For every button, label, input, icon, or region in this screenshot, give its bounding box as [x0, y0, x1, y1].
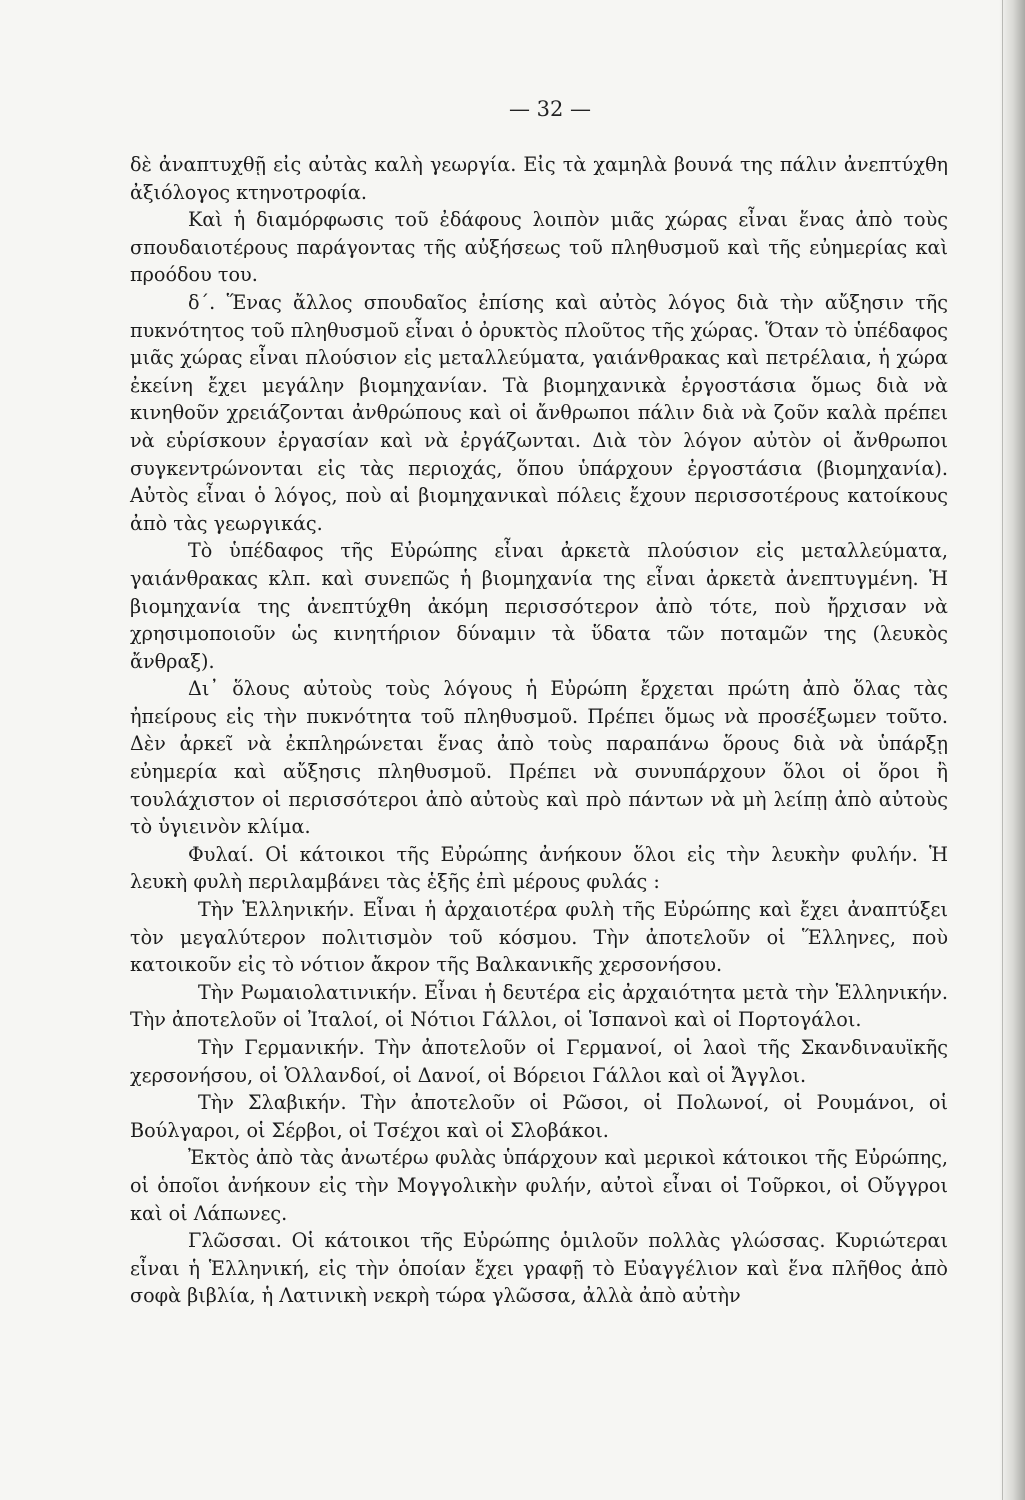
- page-fold-line: [1002, 0, 1003, 1500]
- paragraph-germanic-race: Τὴν Γερμανικήν. Τὴν ἀποτελοῦν οἱ Γερμανοί, οἱ λαοὶ τῆς Σκανδιναυϊκῆς χερσονήσου, οἱ Ὁλλανδοί, οἱ Δανοί, οἱ Βόρειοι Γάλλοι καὶ οἱ Ἄγγλοι.: [130, 1036, 948, 1087]
- body-text: [130, 151, 948, 1310]
- paragraph: δ΄. Ἕνας ἄλλος σπουδαῖος ἐπίσης καὶ αὐτὸς λόγος διὰ τὴν αὔξησιν τῆς πυκνότητος τοῦ πληθυσμοῦ εἶναι ὁ ὀρυκτὸς πλοῦτος τῆς χώρας. Ὅταν τὸ ὑπέδαφος μιᾶς χώρας εἶναι πλούσιον εἰς μεταλλεύματα, γαιάνθρακας καὶ πετρέλαια, ἡ χώρα ἐκείνη ἔχει μεγάλην βιομηχανίαν. Τὰ βιομηχανικὰ ἐργοστάσια ὅμως διὰ νὰ κινηθοῦν χρειάζονται ἀνθρώπους καὶ οἱ ἄνθρωποι πάλιν διὰ νὰ ζοῦν καλὰ πρέπει νὰ εὑρίσκουν ἐργασίαν καὶ νὰ ἐργάζωνται. Διὰ τὸν λόγον αὐτὸν οἱ ἄνθρωποι συγκεντρώνονται εἰς τὰς περιοχάς, ὅπου ὑπάρχουν ἐργοστάσια (βιομηχανία). Αὐτὸς εἶναι ὁ λόγος, ποὺ αἱ βιομηχανικαὶ πόλεις ἔχουν περισσοτέρους κατοίκους ἀπὸ τὰς γεωργικάς.: [130, 290, 948, 535]
- page-number: — 32 —: [508, 97, 592, 121]
- paragraph: Δι᾿ ὅλους αὐτοὺς τοὺς λόγους ἡ Εὐρώπη ἔρχεται πρώτη ἀπὸ ὅλας τὰς ἠπείρους εἰς τὴν πυκνότητα τοῦ πληθυσμοῦ. Πρέπει ὅμως νὰ προσέξωμεν τοῦτο. Δὲν ἀρκεῖ νὰ ἐκπληρώνεται ἕνας ἀπὸ τοὺς παραπάνω ὅρους διὰ νὰ ὑπάρξῃ εὐημερία καὶ αὔξησις πληθυσμοῦ. Πρέπει νὰ συνυπάρχουν ὅλοι οἱ ὅροι ἢ τουλάχιστον οἱ περισσότεροι ἀπὸ αὐτοὺς καὶ πρὸ πάντων νὰ μὴ λείπῃ ἀπὸ αὐτοὺς τὸ ὑγιεινὸν κλίμα.: [130, 677, 948, 839]
- paragraph-races-heading: Φυλαί. Οἱ κάτοικοι τῆς Εὐρώπης ἀνήκουν ὅλοι εἰς τὴν λευκὴν φυλήν. Ἡ λευκὴ φυλὴ περιλαμβάνει τὰς ἑξῆς ἐπὶ μέρους φυλάς :: [130, 842, 948, 894]
- paragraph: Καὶ ἡ διαμόρφωσις τοῦ ἐδάφους λοιπὸν μιᾶς χώρας εἶναι ἕνας ἀπὸ τοὺς σπουδαιοτέρους παράγοντας τῆς αὐξήσεως τοῦ πληθυσμοῦ καὶ τῆς εὐημερίας καὶ προόδου του.: [130, 208, 948, 287]
- paragraph-greek-race: Τὴν Ἑλληνικήν. Εἶναι ἡ ἀρχαιοτέρα φυλὴ τῆς Εὐρώπης καὶ ἔχει ἀναπτύξει τὸν μεγαλύτερον πολιτισμὸν τοῦ κόσμου. Τὴν ἀποτελοῦν οἱ Ἕλληνες, ποὺ κατοικοῦν εἰς τὸ νότιον ἄκρον τῆς Βαλκανικῆς χερσονήσου.: [130, 898, 948, 977]
- paragraph-languages-heading: Γλῶσσαι. Οἱ κάτοικοι τῆς Εὐρώπης ὁμιλοῦν πολλὰς γλώσσας. Κυριώτεραι εἶναι ἡ Ἑλληνική, εἰς τὴν ὁποίαν ἔχει γραφῇ τὸ Εὐαγγέλιον καὶ ἕνα πλῆθος ἀπὸ σοφὰ βιβλία, ἡ Λατινικὴ νεκρὴ τώρα γλῶσσα, ἀλλὰ ἀπὸ αὐτὴν: [130, 1229, 948, 1308]
- paragraph-slavic-race: Τὴν Σλαβικήν. Τὴν ἀποτελοῦν οἱ Ρῶσοι, οἱ Πολωνοί, οἱ Ρουμάνοι, οἱ Βούλγαροι, οἱ Σέρβοι, οἱ Τσέχοι καὶ οἱ Σλοβάκοι.: [130, 1091, 948, 1142]
- paragraph: Ἐκτὸς ἀπὸ τὰς ἀνωτέρω φυλὰς ὑπάρχουν καὶ μερικοὶ κάτοικοι τῆς Εὐρώπης, οἱ ὁποῖοι ἀνήκουν εἰς τὴν Μογγολικὴν φυλήν, αὐτοὶ εἶναι οἱ Τοῦρκοι, οἱ Οὔγγροι καὶ οἱ Λάπωνες.: [130, 1146, 948, 1225]
- paragraph: δὲ ἀναπτυχθῇ εἰς αὐτὰς καλὴ γεωργία. Εἰς τὰ χαμηλὰ βουνά της πάλιν ἀνεπτύχθη ἀξιόλογος κτηνοτροφία.: [130, 153, 948, 204]
- paragraph: Τὸ ὑπέδαφος τῆς Εὐρώπης εἶναι ἀρκετὰ πλούσιον εἰς μεταλλεύματα, γαιάνθρακας κλπ. καὶ συνεπῶς ἡ βιομηχανία της εἶναι ἀρκετὰ ἀνεπτυγμένη. Ἡ βιομηχανία της ἀνεπτύχθη ἀκόμη περισσότερον ἀπὸ τότε, ποὺ ἤρχισαν νὰ χρησιμοποιοῦν ὡς κινητήριον δύναμιν τὰ ὕδατα τῶν ποταμῶν της (λευκὸς ἄνθραξ).: [130, 539, 948, 673]
- paragraph-latin-race: Τὴν Ρωμαιολατινικήν. Εἶναι ἡ δευτέρα εἰς ἀρχαιότητα μετὰ τὴν Ἑλληνικήν. Τὴν ἀποτελοῦν οἱ Ἰταλοί, οἱ Νότιοι Γάλλοι, οἱ Ἱσπανοὶ καὶ οἱ Πορτογάλοι.: [130, 980, 948, 1032]
